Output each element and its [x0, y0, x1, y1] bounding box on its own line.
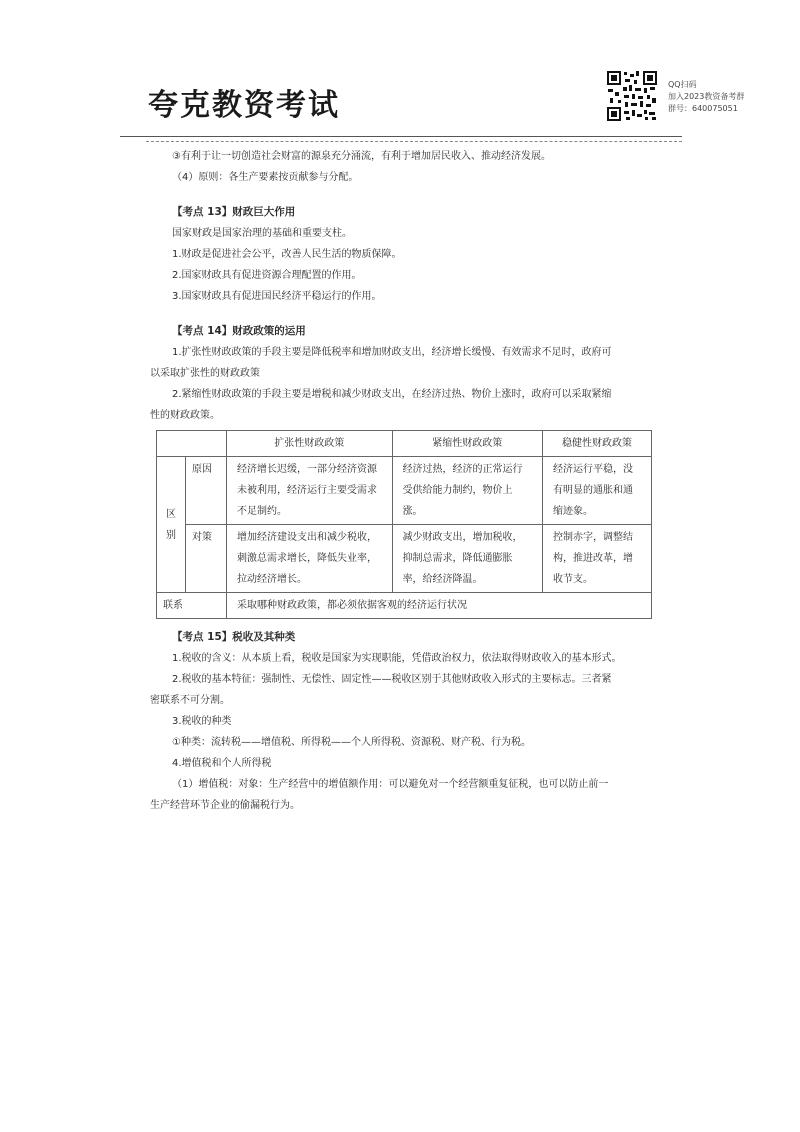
- paragraph: 国家财政是国家治理的基础和重要支柱。: [172, 228, 352, 239]
- section-title-14: 【考点 14】财政政策的运用: [172, 325, 306, 337]
- table-row: [157, 593, 652, 619]
- table-row: [157, 525, 652, 593]
- policy-comparison-table: [156, 430, 652, 619]
- paragraph: 以采取扩张性的财政政策: [150, 368, 260, 379]
- table-group-label: 区别: [157, 457, 186, 593]
- document-body: [150, 146, 670, 816]
- paragraph: 性的财政政策。: [150, 410, 220, 421]
- qr-number: 群号：640075051: [668, 104, 738, 113]
- table-cell: 经济过热，经济的正常运行受供给能力制约，物价上涨。: [392, 457, 542, 525]
- section-title-15: 【考点 15】税收及其种类: [172, 631, 296, 643]
- header-dashed-divider: [146, 141, 682, 142]
- table-cell: 控制赤字，调整结构，推进改革，增收节支。: [543, 525, 652, 593]
- table-cell: 经济增长迟缓，一部分经济资源未被利用，经济运行主要受需求不足制约。: [227, 457, 393, 525]
- table-cell: 经济运行平稳，没有明显的通胀和通缩迹象。: [543, 457, 652, 525]
- table-row-label: 原因: [186, 457, 227, 525]
- section-title-13: 【考点 13】财政巨大作用: [172, 206, 296, 218]
- list-item: 2.国家财政具有促进资源合理配置的作用。: [172, 270, 362, 281]
- paragraph: 2.紧缩性财政政策的手段主要是增税和减少财政支出，在经济过热、物价上涨时，政府可以采取紧缩: [172, 389, 612, 400]
- table-row-label: 联系: [157, 593, 227, 619]
- paragraph: 1.税收的含义：从本质上看，税收是国家为实现职能，凭借政治权力，依法取得财政收入的基本形式。: [172, 653, 622, 664]
- qr-group: 加入2023教资备考群: [668, 92, 745, 101]
- paragraph: （4）原则：各生产要素按贡献参与分配。: [172, 172, 359, 183]
- paragraph: ①种类：流转税——增值税、所得税——个人所得税、资源税、财产税、行为税。: [172, 737, 531, 748]
- table-cell: 采取哪种财政政策，都必须依据客观的经济运行状况: [227, 593, 652, 619]
- paragraph: ③有利于让一切创造社会财富的源泉充分涌流，有利于增加居民收入、推动经济发展。: [172, 151, 551, 162]
- list-item: 1.财政是促进社会公平，改善人民生活的物质保障。: [172, 249, 402, 260]
- list-item: 3.国家财政具有促进国民经济平稳运行的作用。: [172, 291, 382, 302]
- paragraph: 密联系不可分割。: [150, 695, 230, 706]
- qr-info: [668, 79, 744, 115]
- table-corner-cell: [157, 431, 227, 457]
- paragraph: 1.扩张性财政政策的手段主要是降低税率和增加财政支出，经济增长缓慢、有效需求不足时，政府可: [172, 347, 612, 358]
- table-row-label: 对策: [186, 525, 227, 593]
- table-header-cell: 稳健性财政政策: [543, 431, 652, 457]
- table-cell: 减少财政支出，增加税收，抑制总需求，降低通膨胀率，给经济降温。: [392, 525, 542, 593]
- paragraph: 2.税收的基本特征：强制性、无偿性、固定性——税收区别于其他财政收入形式的主要标志。三者紧: [172, 674, 612, 685]
- table-cell: 增加经济建设支出和减少税收，刺激总需求增长，降低失业率，拉动经济增长。: [227, 525, 393, 593]
- paragraph: 生产经营环节企业的偷漏税行为。: [150, 800, 300, 811]
- qr-label: QQ扫码: [668, 80, 697, 89]
- paragraph: （1）增值税：对象：生产经营中的增值额作用：可以避免对一个经营额重复征税，也可以防止前一: [172, 779, 609, 790]
- table-row: [157, 457, 652, 525]
- qr-code-icon[interactable]: [606, 70, 658, 122]
- paragraph: 4.增值税和个人所得税: [172, 758, 272, 769]
- table-header-row: [157, 431, 652, 457]
- header-divider: [120, 136, 682, 137]
- table-header-cell: 紧缩性财政政策: [392, 431, 542, 457]
- brand-logo-text: 夸克教资考试: [148, 88, 340, 123]
- paragraph: 3.税收的种类: [172, 716, 232, 727]
- table-header-cell: 扩张性财政政策: [227, 431, 393, 457]
